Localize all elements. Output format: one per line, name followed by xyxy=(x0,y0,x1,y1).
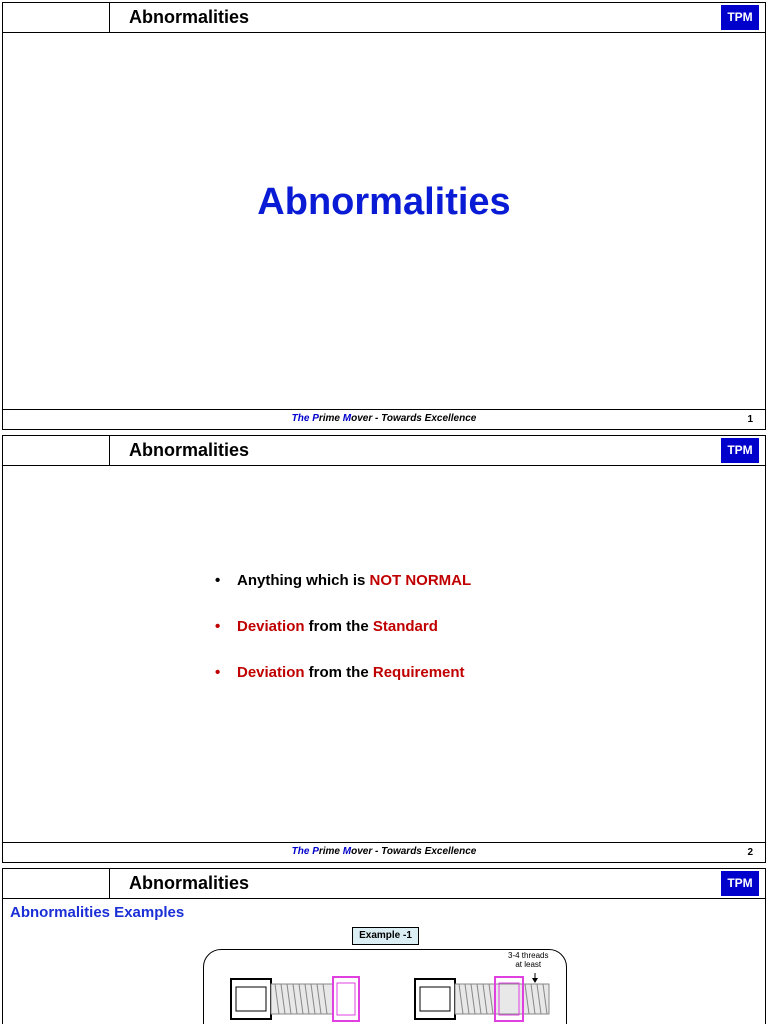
bullet-item: • Deviation from the Standard xyxy=(215,618,438,635)
tpm-badge: TPM xyxy=(721,438,759,463)
footer-tagline: The Prime Mover - Towards Excellence xyxy=(291,846,477,857)
header-left-cell xyxy=(3,3,110,33)
header-left-cell xyxy=(3,436,110,466)
slide-header xyxy=(3,436,765,466)
header-title: Abnormalities xyxy=(129,7,250,27)
slide-footer xyxy=(3,409,765,429)
tpm-badge: TPM xyxy=(721,5,759,30)
page-number: 1 xyxy=(747,414,753,425)
tpm-badge: TPM xyxy=(721,871,759,896)
bullet-item: • Anything which is NOT NORMAL xyxy=(215,572,472,589)
slide-title: Abnormalities xyxy=(257,181,511,223)
bullet-list xyxy=(215,572,471,710)
examples-heading: Abnormalities Examples xyxy=(10,904,185,921)
bullet-dot-icon: • xyxy=(215,664,221,681)
bullet-dot-icon: • xyxy=(215,618,221,635)
slide-header xyxy=(3,3,765,33)
slide-3 xyxy=(2,868,766,1024)
page-number: 2 xyxy=(747,847,753,858)
footer-tagline: The Prime Mover - Towards Excellence xyxy=(291,413,477,424)
header-title: Abnormalities xyxy=(129,440,250,460)
bullet-dot-icon: • xyxy=(215,572,221,589)
example-label: Example -1 xyxy=(352,927,419,945)
bullet-item: • Deviation from the Requirement xyxy=(215,664,465,681)
bolt-head-right xyxy=(415,979,455,1019)
slide-1 xyxy=(2,2,766,430)
header-title: Abnormalities xyxy=(129,873,250,893)
thread-note: 3-4 threads at least xyxy=(508,951,549,969)
slide-footer xyxy=(3,842,765,862)
bolt-head-left xyxy=(231,979,271,1019)
slide-2 xyxy=(2,435,766,863)
bolt-diagram-icon xyxy=(3,869,767,1024)
